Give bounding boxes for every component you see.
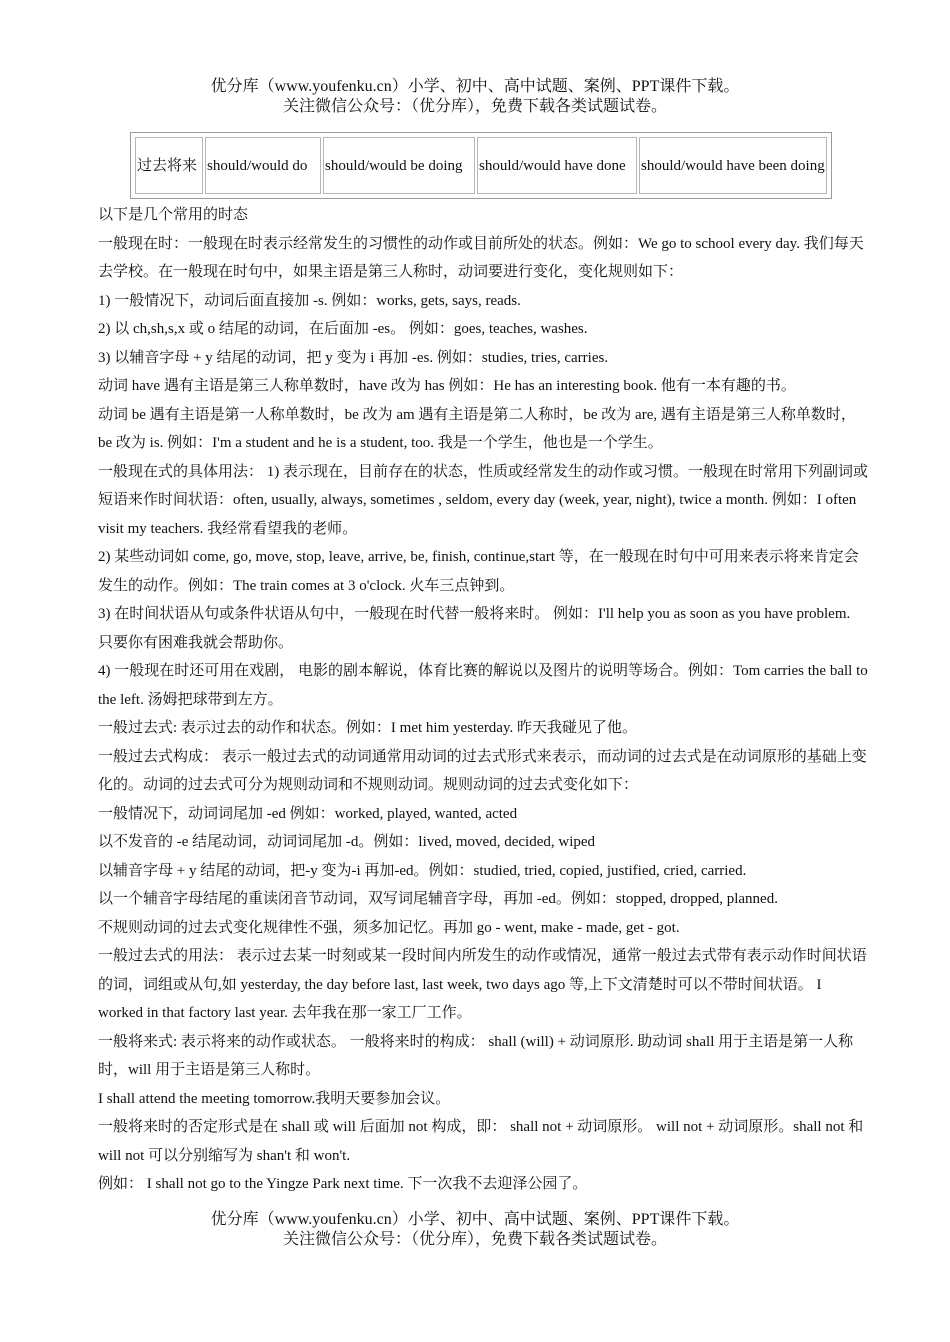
table-cell-tense-name: 过去将来 [135,137,203,194]
paragraph: 以辅音字母 + y 结尾的动词，把-y 变为-i 再加-ed。例如：studied, tried, copied, justified, cried, carried. [98,862,747,879]
paragraph: 例如： I shall not go to the Yingze Park next time. 下一次我不去迎泽公园了。 [98,1176,588,1192]
paragraph: 以下是几个常用的时态 [98,207,249,223]
paragraph: 以不发音的 -e 结尾动词，动词词尾加 -d。例如：lived, moved, decided, wiped [98,834,596,850]
document-body [98,201,868,1199]
table-cell: should/would be doing [323,137,475,194]
paragraph: 一般过去式: 表示过去的动作和状态。例如：I met him yesterday. 昨天我碰见了他。 [98,720,637,736]
table-cell: should/would do [205,137,321,194]
paragraph: 不规则动词的过去式变化规律性不强，须多加记忆。再加 go - went, make - made, get - got. [98,919,680,936]
footer-line-2: 关注微信公众号：（优分库），免费下载各类试题试卷。 [282,1231,667,1248]
header-line-2: 关注微信公众号：（优分库），免费下载各类试题试卷。 [282,98,667,115]
paragraph: 一般过去式构成： 表示一般过去式的动词通常用动词的过去式形式来表示，而动词的过去式是在动词原形的基础上变化的。动词的过去式可分为规则动词和不规则动词。规则动词的过去式变化如下： [98,748,867,793]
paragraph: 3) 在时间状语从句或条件状语从句中，一般现在时代替一般将来时。 例如：I'll help you as soon as you have problem. 只要你有困难我就会帮助你。 [98,606,851,651]
table-cell: should/would have been doing [639,137,827,194]
table-cell: should/would have done [477,137,637,194]
paragraph: 3) 以辅音字母 + y 结尾的动词，把 y 变为 i 再加 -es. 例如：studies, tries, carries. [98,349,609,366]
paragraph: 以一个辅音字母结尾的重读闭音节动词，双写词尾辅音字母，再加 -ed。例如：stopped, dropped, planned. [98,891,778,907]
paragraph: I shall attend the meeting tomorrow.我明天要参加会议。 [98,1090,451,1107]
paragraph: 一般将来式: 表示将来的动作或状态。 一般将来时的构成： shall (will) + 动词原形. 助动词 shall 用于主语是第一人称时，will 用于主语是第三人称时。 [98,1033,854,1078]
table-row [135,137,827,194]
paragraph: 2) 以 ch,sh,s,x 或 o 结尾的动词，在后面加 -es。 例如：goes, teaches, washes. [98,321,588,337]
footer-line-1: 优分库（www.youfenku.cn）小学、初中、高中试题、案例、PPT课件下载。 [210,1211,740,1228]
paragraph: 动词 have 遇有主语是第三人称单数时，have 改为 has 例如：He has an interesting book. 他有一本有趣的书。 [98,378,796,394]
paragraph: 4) 一般现在时还可用在戏剧， 电影的剧本解说，体育比赛的解说以及图片的说明等场合。例如：Tom carries the ball to the left. 汤姆把球带到左方。 [98,663,868,708]
paragraph: 一般过去式的用法： 表示过去某一时刻或某一段时间内所发生的动作或情况，通常一般过去式带有表示动作时间状语的词，词组或从句,如 yesterday, the day before last, last week, two days ago 等,上下文清楚时可以不带时间状语。 I worked in that factory last year. 去年我在那一家工厂工作。 [98,948,867,1021]
tense-table [130,132,832,199]
paragraph: 动词 be 遇有主语是第一人称单数时，be 改为 am 遇有主语是第二人称时，be 改为 are, 遇有主语是第三人称单数时，be 改为 is. 例如：I'm a student and he is a student, too. 我是一个学生，他也是一个学生。 [98,406,856,451]
paragraph: 1) 一般情况下，动词后面直接加 -s. 例如：works, gets, says, reads. [98,292,521,309]
paragraph: 一般情况下，动词词尾加 -ed 例如：worked, played, wanted, acted [98,805,518,822]
tense-table-grid [133,135,829,196]
paragraph: 2) 某些动词如 come, go, move, stop, leave, arrive, be, finish, continue,start 等，在一般现在时句中可用来表示将来肯定会发生的动作。例如：The train comes at 3 o'clock. 火车三点钟到。 [98,549,859,594]
paragraph: 一般现在式的具体用法： 1) 表示现在，目前存在的状态，性质或经常发生的动作或习惯。一般现在时常用下列副词或短语来作时间状语：often, usually, always, sometimes , seldom, every day (week, year, night), twice a month. 例如：I often visit my teachers. 我经常看望我的老师。 [98,463,869,537]
header-line-1: 优分库（www.youfenku.cn）小学、初中、高中试题、案例、PPT课件下载。 [210,78,740,95]
page-footer [0,1210,950,1250]
paragraph: 一般将来时的否定形式是在 shall 或 will 后面加 not 构成，即： shall not + 动词原形。 will not + 动词原形。shall not 和 will not 可以分别缩写为 shan't 和 won't. [98,1119,864,1164]
page-header [0,77,950,117]
paragraph: 一般现在时：一般现在时表示经常发生的习惯性的动作或目前所处的状态。例如：We go to school every day. 我们每天去学校。在一般现在时句中，如果主语是第三人称时，动词要进行变化，变化规则如下： [98,235,864,280]
